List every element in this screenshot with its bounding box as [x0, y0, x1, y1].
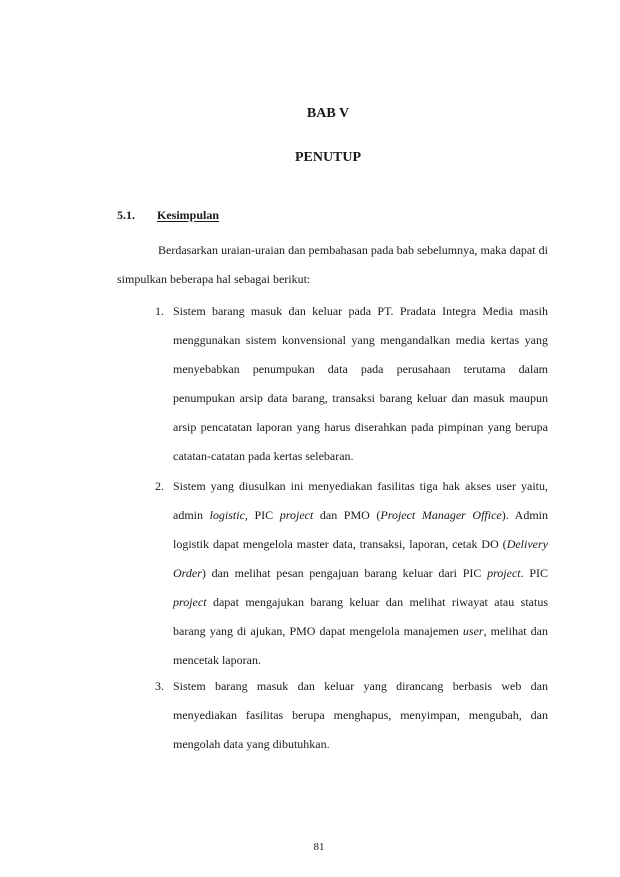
page-number: 81 — [313, 841, 325, 853]
italic-term: Delivery Order — [173, 537, 548, 580]
list-item-number: 2. — [155, 479, 164, 493]
text-run: Sistem yang diusulkan ini menyediakan fasilitas tiga hak akses user yaitu, admin — [173, 479, 548, 522]
list-item-text — [173, 297, 548, 471]
chapter-heading: BAB V — [306, 106, 350, 121]
chapter-title: PENUTUP — [294, 150, 362, 165]
text-run: Sistem barang masuk dan keluar pada PT. Pradata Integra Media masih menggunakan sistem konvensional yang mengandalkan media kertas yang menyebabkan penumpukan data pada perusahaan terutama dalam penumpukan arsip data barang, transaksi barang keluar dan masuk maupun arsip pencatatan laporan yang harus diserahkan pada pimpinan yang berupa catatan-catatan pada kertas selebaran. — [173, 304, 548, 463]
list-item — [155, 472, 548, 675]
italic-term: project — [487, 566, 521, 580]
italic-term: project — [279, 508, 314, 522]
section-title: Kesimpulan — [157, 208, 220, 222]
list-item — [155, 297, 548, 471]
text-run: dapat mengajukan barang keluar dan melihat riwayat atau status barang yang di ajukan, PMO dapat mengelola manajemen — [173, 595, 548, 638]
text-run: . PIC — [520, 566, 548, 580]
text-run: , PIC — [244, 508, 280, 522]
intro-paragraph: Berdasarkan uraian-uraian dan pembahasan pada bab sebelumnya, maka dapat di simpulkan beberapa hal sebagai berikut: — [117, 243, 548, 286]
section-heading — [117, 208, 219, 223]
text-run: ) dan melihat pesan pengajuan barang keluar dari PIC — [201, 566, 488, 580]
italic-term: logistic — [209, 508, 245, 522]
italic-term: user — [462, 624, 484, 638]
section-number: 5.1. — [117, 208, 135, 222]
list-item-text — [173, 672, 548, 759]
list-item-number: 1. — [155, 304, 164, 318]
list-item — [155, 672, 548, 759]
list-item-text — [173, 472, 548, 675]
text-run: , melihat dan mencetak laporan. — [173, 624, 548, 667]
italic-term: project — [173, 595, 207, 609]
italic-term: Project Manager Office — [380, 508, 502, 522]
text-run: ). Admin logistik dapat mengelola master data, transaksi, laporan, cetak DO ( — [173, 508, 548, 551]
text-run: dan PMO ( — [313, 508, 381, 522]
text-run: Sistem barang masuk dan keluar yang dirancang berbasis web dan menyediakan fasilitas berupa menghapus, menyimpan, mengubah, dan mengolah data yang dibutuhkan. — [173, 679, 548, 751]
list-item-number: 3. — [155, 679, 164, 693]
